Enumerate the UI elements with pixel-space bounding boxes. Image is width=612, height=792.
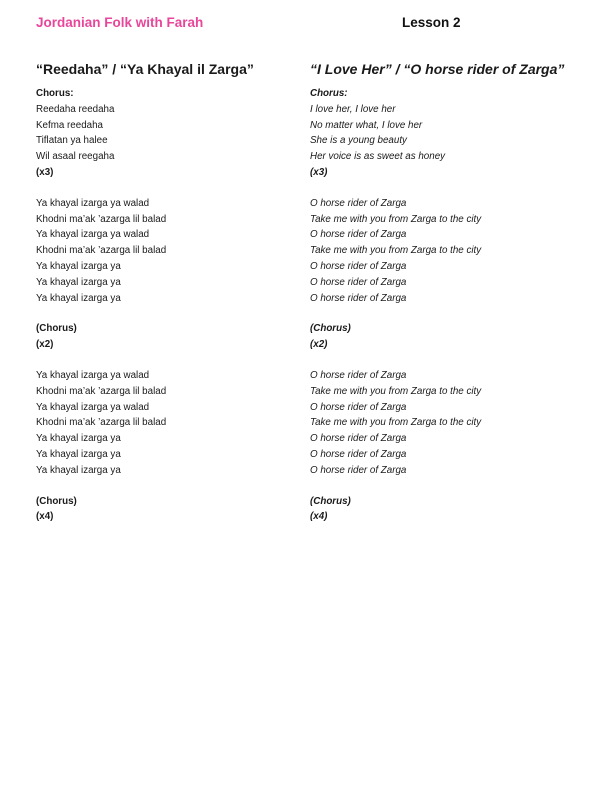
lyric-cue: (x3): [310, 166, 328, 178]
lyric-line: O horse rider of Zarga: [310, 448, 407, 460]
lyric-line: No matter what, I love her: [310, 119, 423, 131]
lyric-line: O horse rider of Zarga: [310, 464, 407, 476]
lyric-cue: (Chorus): [310, 495, 351, 507]
verse-block: [36, 86, 306, 181]
lyric-line: Take me with you from Zarga to the city: [310, 385, 482, 397]
lyric-line: She is a young beauty: [310, 135, 407, 147]
lyrics-blocks: [36, 86, 306, 525]
lyric-line: O horse rider of Zarga: [310, 401, 407, 413]
lyric-line: Khodni ma’ak ’azarga lil balad: [36, 245, 167, 257]
verse-block: [310, 494, 580, 526]
lesson-label: Lesson 2: [402, 15, 461, 30]
lyric-cue: (x4): [310, 511, 328, 523]
lyric-line: Wil asaal reegaha: [36, 151, 115, 163]
lyric-line: Ya khayal izarga ya: [36, 448, 121, 460]
lyric-line: O horse rider of Zarga: [310, 197, 407, 209]
lyric-cue: (x2): [36, 339, 54, 351]
verse-block: [36, 494, 306, 526]
lyric-line: Ya khayal izarga ya walad: [36, 401, 150, 413]
verse-block: [36, 196, 306, 307]
arabic-lyrics-column: [36, 60, 306, 540]
song-title-english: “I Love Her” / “O horse rider of Zarga”: [310, 61, 565, 77]
lyric-line: Ya khayal izarga ya walad: [36, 369, 150, 381]
lyric-line: Ya khayal izarga ya: [36, 464, 121, 476]
lyric-line: Take me with you from Zarga to the city: [310, 417, 482, 429]
lyric-line: Take me with you from Zarga to the city: [310, 245, 482, 257]
lyric-cue: (Chorus): [36, 323, 77, 335]
verse-block: [36, 321, 306, 353]
lyric-line: O horse rider of Zarga: [310, 433, 407, 445]
lyric-line: Ya khayal izarga ya: [36, 433, 121, 445]
lyric-line: Reedaha reedaha: [36, 103, 115, 115]
lyric-line: Ya khayal izarga ya walad: [36, 229, 150, 241]
verse-block: [36, 368, 306, 479]
verse-block: [310, 368, 580, 479]
lyric-cue: (Chorus): [36, 495, 77, 507]
lyric-line: O horse rider of Zarga: [310, 292, 407, 304]
verse-block: [310, 321, 580, 353]
lyric-line: Take me with you from Zarga to the city: [310, 213, 482, 225]
lyric-line: Ya khayal izarga ya: [36, 292, 121, 304]
lyric-cue: Chorus:: [36, 88, 74, 99]
lyrics-blocks: [310, 86, 580, 525]
verse-block: [310, 86, 580, 181]
lyric-cue: (Chorus): [310, 323, 351, 335]
lyric-line: Ya khayal izarga ya: [36, 276, 121, 288]
lyric-line: Ya khayal izarga ya: [36, 260, 121, 272]
lyric-line: O horse rider of Zarga: [310, 369, 407, 381]
lyric-line: Khodni ma’ak ’azarga lil balad: [36, 417, 167, 429]
lyric-cue: (x4): [36, 511, 54, 523]
lyric-line: Khodni ma’ak ’azarga lil balad: [36, 213, 167, 225]
lyric-cue: (x3): [36, 166, 54, 178]
lyric-line: O horse rider of Zarga: [310, 229, 407, 241]
lyric-line: I love her, I love her: [310, 103, 396, 115]
verse-block: [310, 196, 580, 307]
lyric-line: O horse rider of Zarga: [310, 260, 407, 272]
lyric-line: Khodni ma’ak ’azarga lil balad: [36, 385, 167, 397]
lyric-line: Ya khayal izarga ya walad: [36, 197, 150, 209]
course-title: Jordanian Folk with Farah: [36, 15, 204, 30]
lyric-cue: (x2): [310, 339, 328, 351]
song-title-transliterated: “Reedaha” / “Ya Khayal il Zarga”: [36, 61, 254, 77]
english-translation-column: [310, 60, 580, 540]
lyric-cue: Chorus:: [310, 88, 348, 99]
lyric-line: O horse rider of Zarga: [310, 276, 407, 288]
lyric-line: Her voice is as sweet as honey: [310, 151, 446, 163]
lyric-line: Kefma reedaha: [36, 119, 103, 131]
lyric-line: Tiflatan ya halee: [36, 135, 108, 147]
